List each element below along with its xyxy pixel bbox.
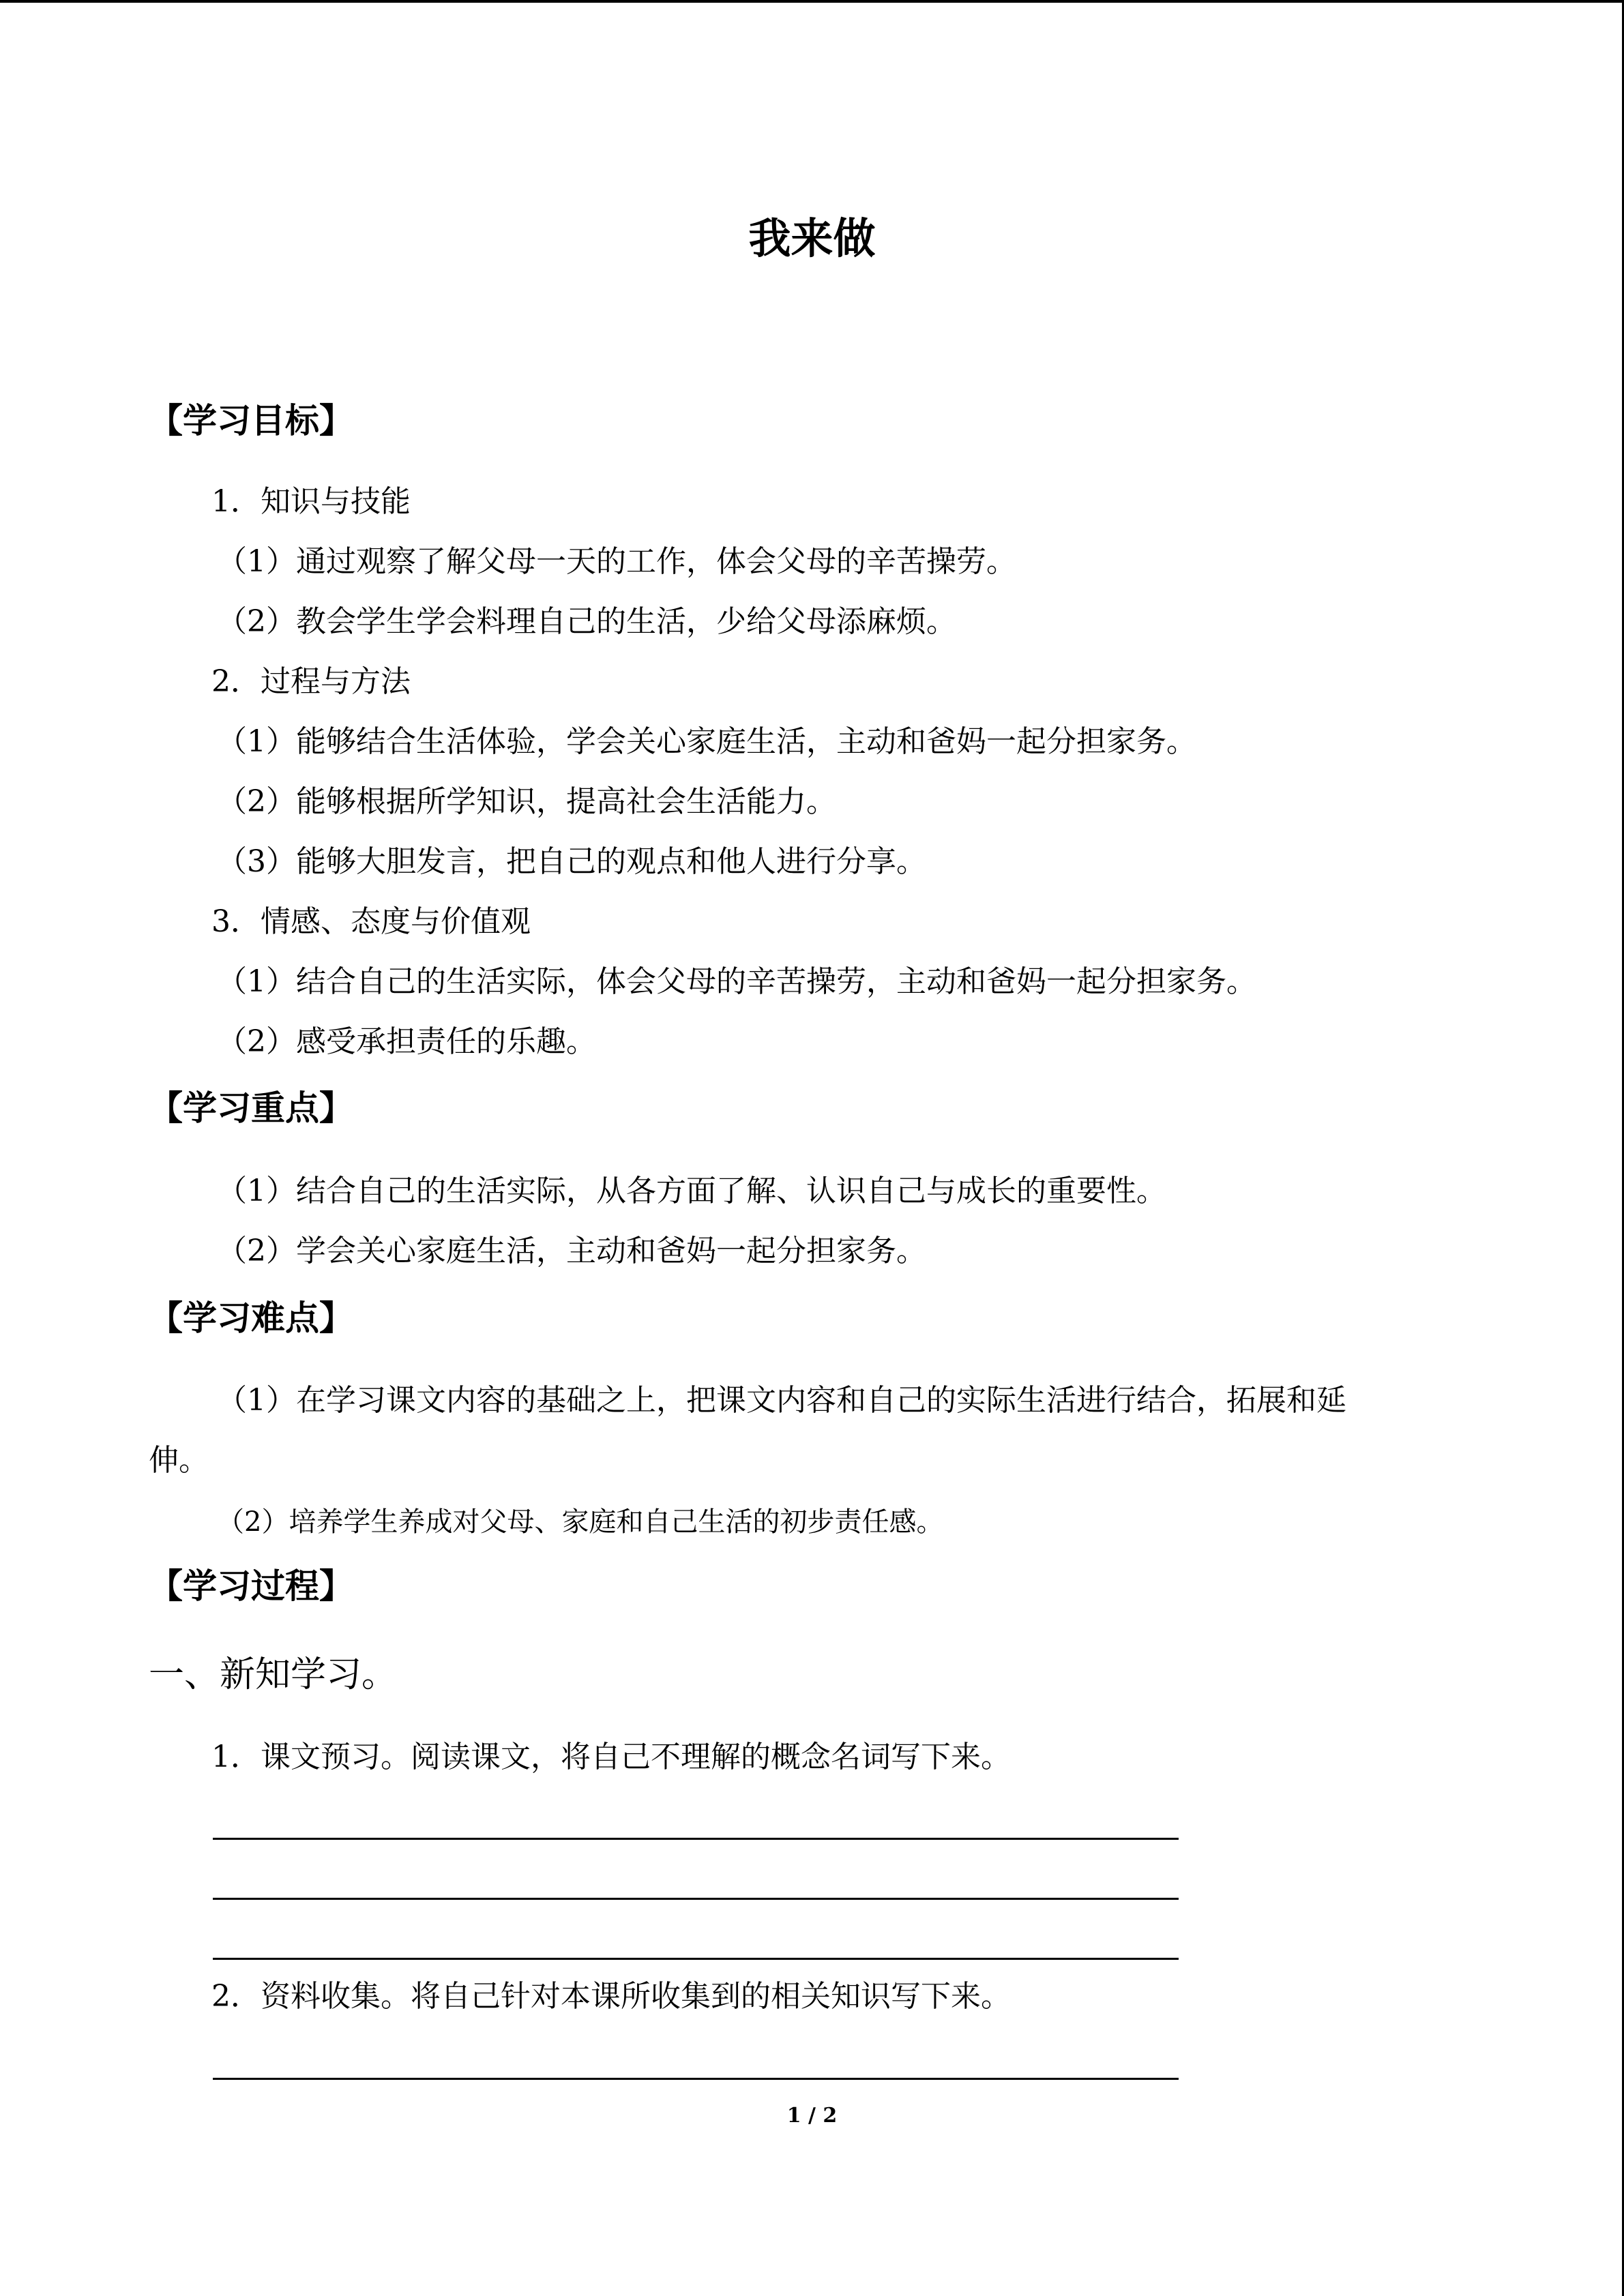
knowledge-item-1: （1）通过观察了解父母一天的工作，体会父母的辛苦操劳。 (217, 544, 1016, 579)
difficulty-item-2: （2）培养学生养成对父母、家庭和自己生活的初步责任感。 (217, 1506, 944, 1538)
answer-line-1[interactable] (213, 1838, 1179, 1840)
difficulty-item-1-line-2: 伸。 (149, 1443, 209, 1478)
task-collect: 2．资料收集。将自己针对本课所收集到的相关知识写下来。 (211, 1979, 1011, 2014)
task-preview: 1．课文预习。阅读课文，将自己不理解的概念名词写下来。 (211, 1740, 1011, 1774)
key-point-item-2: （2）学会关心家庭生活，主动和爸妈一起分担家务。 (217, 1234, 926, 1268)
process-method-title: 2．过程与方法 (211, 664, 411, 699)
emotion-item-2: （2）感受承担责任的乐趣。 (217, 1024, 596, 1059)
knowledge-title: 1．知识与技能 (211, 484, 411, 519)
page-number: 1 / 2 (786, 2104, 838, 2128)
process-method-item-3: （3）能够大胆发言，把自己的观点和他人进行分享。 (217, 844, 926, 879)
knowledge-item-2: （2）教会学生学会料理自己的生活，少给父母添麻烦。 (217, 604, 956, 639)
section-new-knowledge: 一、新知学习。 (149, 1654, 398, 1695)
answer-line-2[interactable] (213, 1898, 1179, 1900)
page-border-top (0, 0, 1624, 3)
page-title: 我来做 (748, 213, 876, 263)
answer-line-3[interactable] (213, 1958, 1179, 1960)
objectives-heading: 【学习目标】 (149, 401, 353, 441)
difficulties-heading: 【学习难点】 (149, 1298, 353, 1338)
emotion-title: 3．情感、态度与价值观 (211, 904, 531, 939)
key-points-heading: 【学习重点】 (149, 1088, 353, 1128)
difficulty-item-1-line-1: （1）在学习课文内容的基础之上，把课文内容和自己的实际生活进行结合，拓展和延 (217, 1383, 1346, 1418)
emotion-item-1: （1）结合自己的生活实际，体会父母的辛苦操劳，主动和爸妈一起分担家务。 (217, 964, 1256, 999)
answer-line-4[interactable] (213, 2078, 1179, 2080)
process-method-item-1: （1）能够结合生活体验，学会关心家庭生活，主动和爸妈一起分担家务。 (217, 724, 1196, 759)
key-point-item-1: （1）结合自己的生活实际，从各方面了解、认识自己与成长的重要性。 (217, 1174, 1166, 1208)
process-heading: 【学习过程】 (149, 1566, 353, 1606)
process-method-item-2: （2）能够根据所学知识，提高社会生活能力。 (217, 784, 836, 819)
